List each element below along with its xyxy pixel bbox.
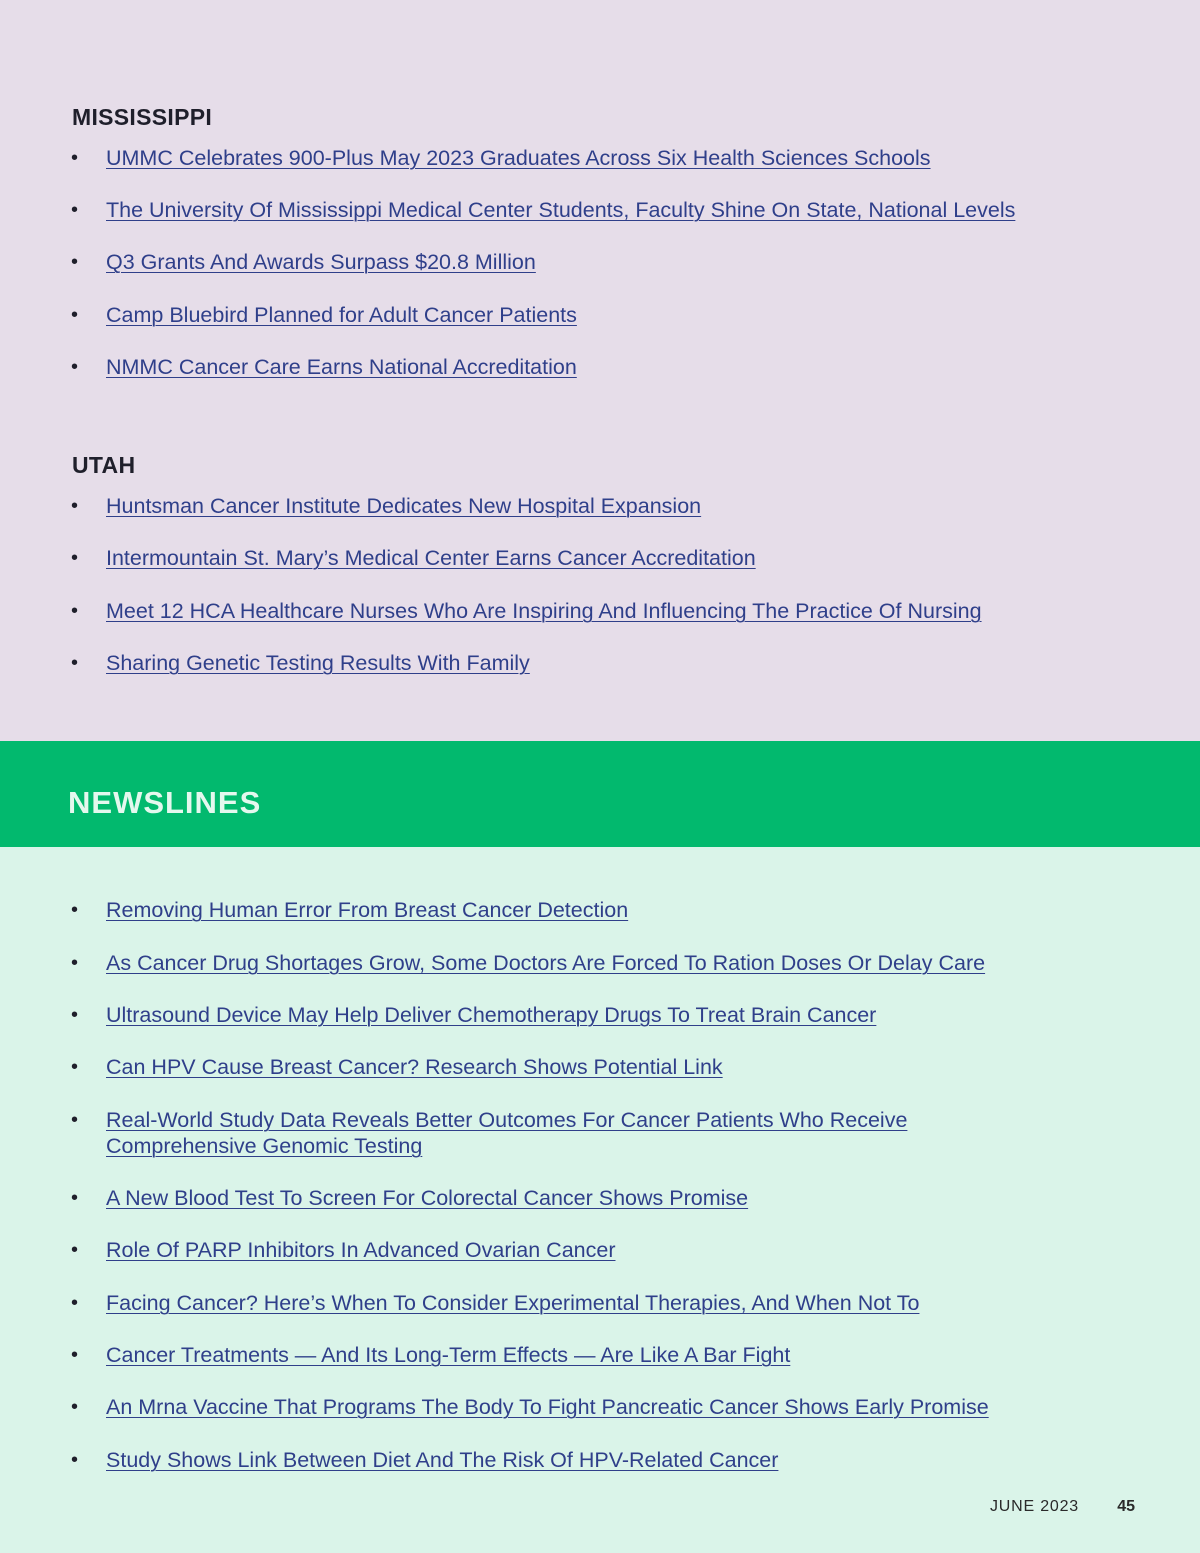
news-link[interactable]: Role Of PARP Inhibitors In Advanced Ovarian Cancer bbox=[106, 1238, 616, 1262]
bullet-icon: • bbox=[71, 600, 79, 622]
list-item bbox=[0, 1290, 1200, 1316]
list-item bbox=[0, 197, 1200, 223]
list-item bbox=[0, 1002, 1200, 1028]
newslines-link-list bbox=[0, 897, 1200, 1473]
news-link[interactable]: Cancer Treatments — And Its Long-Term Effects — Are Like A Bar Fight bbox=[106, 1343, 791, 1367]
newslines-heading: NEWSLINES bbox=[68, 785, 262, 820]
bullet-icon: • bbox=[71, 1187, 79, 1209]
list-item bbox=[0, 249, 1200, 275]
bullet-icon: • bbox=[71, 147, 79, 169]
bullet-icon: • bbox=[71, 304, 79, 326]
news-link[interactable]: Can HPV Cause Breast Cancer? Research Shows Potential Link bbox=[106, 1055, 723, 1079]
mississippi-link-list bbox=[0, 145, 1200, 380]
news-link[interactable]: NMMC Cancer Care Earns National Accreditation bbox=[106, 355, 577, 379]
footer-date: JUNE 2023 bbox=[989, 1498, 1079, 1515]
list-item bbox=[0, 1237, 1200, 1263]
news-link[interactable]: Sharing Genetic Testing Results With Family bbox=[106, 651, 530, 675]
list-item bbox=[0, 302, 1200, 328]
bullet-icon: • bbox=[71, 1056, 79, 1078]
list-item bbox=[0, 545, 1200, 571]
bullet-icon: • bbox=[71, 1344, 79, 1366]
utah-link-list bbox=[0, 493, 1200, 676]
utah-heading: UTAH bbox=[72, 452, 136, 478]
bullet-icon: • bbox=[71, 1004, 79, 1026]
bullet-icon: • bbox=[71, 1292, 79, 1314]
mississippi-heading: MISSISSIPPI bbox=[72, 104, 213, 130]
bullet-icon: • bbox=[71, 199, 79, 221]
bullet-icon: • bbox=[71, 899, 79, 921]
bullet-icon: • bbox=[71, 1449, 79, 1471]
bullet-icon: • bbox=[71, 952, 79, 974]
list-item bbox=[0, 1185, 1200, 1211]
list-item bbox=[0, 1054, 1200, 1080]
bullet-icon: • bbox=[71, 251, 79, 273]
news-link[interactable]: Removing Human Error From Breast Cancer Detection bbox=[106, 898, 629, 922]
news-link[interactable]: The University Of Mississippi Medical Center Students, Faculty Shine On State, National Levels bbox=[106, 198, 1016, 222]
news-link[interactable]: Q3 Grants And Awards Surpass $20.8 Million bbox=[106, 250, 536, 274]
list-item bbox=[0, 1447, 1200, 1473]
page-number: 45 bbox=[1117, 1498, 1135, 1515]
bullet-icon: • bbox=[71, 356, 79, 378]
news-link[interactable]: Intermountain St. Mary’s Medical Center Earns Cancer Accreditation bbox=[106, 546, 756, 570]
news-link[interactable]: An Mrna Vaccine That Programs The Body To Fight Pancreatic Cancer Shows Early Promise bbox=[106, 1395, 989, 1419]
news-link[interactable]: Facing Cancer? Here’s When To Consider Experimental Therapies, And When Not To bbox=[106, 1291, 920, 1315]
news-link[interactable]: Camp Bluebird Planned for Adult Cancer Patients bbox=[106, 303, 577, 327]
news-link[interactable]: A New Blood Test To Screen For Colorectal Cancer Shows Promise bbox=[106, 1186, 749, 1210]
list-item bbox=[0, 145, 1200, 171]
news-link[interactable]: As Cancer Drug Shortages Grow, Some Doctors Are Forced To Ration Doses Or Delay Care bbox=[106, 951, 986, 975]
news-link[interactable]: Study Shows Link Between Diet And The Risk Of HPV-Related Cancer bbox=[106, 1448, 779, 1472]
list-item bbox=[0, 1342, 1200, 1368]
news-link[interactable]: Real-World Study Data Reveals Better Outcomes For Cancer Patients Who Receive Comprehensive Genomic Testing bbox=[106, 1108, 908, 1158]
bullet-icon: • bbox=[71, 652, 79, 674]
list-item bbox=[0, 950, 1200, 976]
bullet-icon: • bbox=[71, 1239, 79, 1261]
news-link[interactable]: Huntsman Cancer Institute Dedicates New Hospital Expansion bbox=[106, 494, 702, 518]
news-link[interactable]: UMMC Celebrates 900-Plus May 2023 Graduates Across Six Health Sciences Schools bbox=[106, 146, 931, 170]
news-link[interactable]: Meet 12 HCA Healthcare Nurses Who Are Inspiring And Influencing The Practice Of Nursing bbox=[106, 599, 982, 623]
bullet-icon: • bbox=[71, 547, 79, 569]
list-item bbox=[0, 897, 1200, 923]
list-item bbox=[0, 650, 1200, 676]
bullet-icon: • bbox=[71, 1396, 79, 1418]
list-item bbox=[0, 1107, 1200, 1159]
list-item bbox=[0, 493, 1200, 519]
bullet-icon: • bbox=[71, 495, 79, 517]
list-item bbox=[0, 354, 1200, 380]
list-item bbox=[0, 1394, 1200, 1420]
news-link[interactable]: Ultrasound Device May Help Deliver Chemotherapy Drugs To Treat Brain Cancer bbox=[106, 1003, 877, 1027]
bullet-icon: • bbox=[71, 1109, 79, 1131]
list-item bbox=[0, 598, 1200, 624]
